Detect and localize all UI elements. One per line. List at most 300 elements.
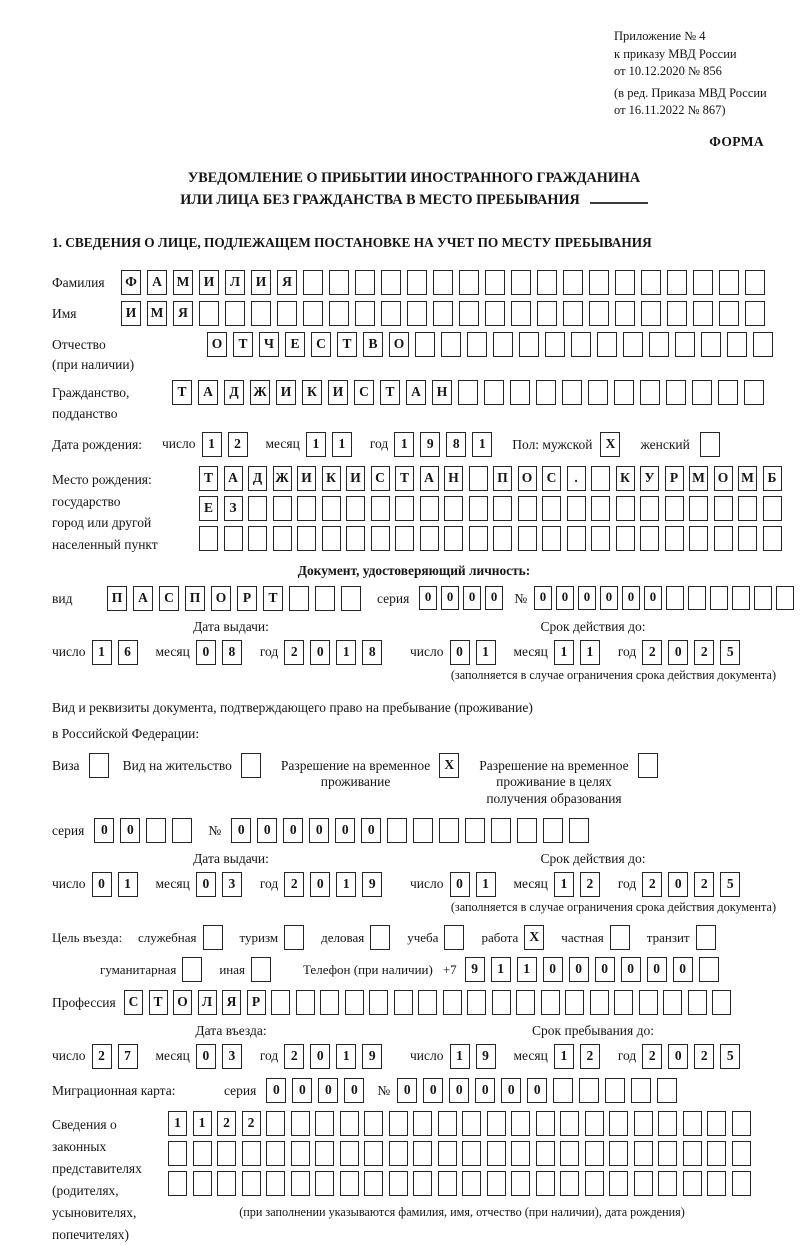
char-cell[interactable]: И xyxy=(276,380,296,405)
char-cell[interactable] xyxy=(389,1171,408,1196)
char-cell[interactable] xyxy=(634,1141,653,1166)
char-cell[interactable]: 0 xyxy=(283,818,303,843)
char-cell[interactable] xyxy=(217,1141,236,1166)
sex-female-checkbox[interactable] xyxy=(700,432,720,457)
char-cell[interactable] xyxy=(688,990,707,1015)
char-cell[interactable] xyxy=(518,526,537,551)
char-cell[interactable]: 0 xyxy=(196,640,216,665)
char-cell[interactable] xyxy=(591,466,610,491)
char-cell[interactable] xyxy=(640,496,659,521)
char-cell[interactable] xyxy=(364,1111,383,1136)
char-cell[interactable]: 2 xyxy=(694,1044,714,1069)
char-cell[interactable] xyxy=(563,301,583,326)
char-cell[interactable] xyxy=(381,270,401,295)
char-cell[interactable] xyxy=(251,301,271,326)
char-cell[interactable]: 0 xyxy=(310,1044,330,1069)
char-cell[interactable] xyxy=(487,1171,506,1196)
char-cell[interactable] xyxy=(487,1141,506,1166)
char-cell[interactable] xyxy=(413,1111,432,1136)
char-cell[interactable] xyxy=(329,270,349,295)
char-cell[interactable] xyxy=(754,586,772,610)
migration-number-cells[interactable] xyxy=(397,1078,683,1103)
char-cell[interactable]: 0 xyxy=(621,957,641,982)
char-cell[interactable] xyxy=(776,586,794,610)
char-cell[interactable] xyxy=(665,526,684,551)
char-cell[interactable] xyxy=(444,526,463,551)
char-cell[interactable]: К xyxy=(322,466,341,491)
char-cell[interactable] xyxy=(315,586,335,611)
char-cell[interactable] xyxy=(273,496,292,521)
char-cell[interactable]: А xyxy=(224,466,243,491)
char-cell[interactable]: Л xyxy=(225,270,245,295)
char-cell[interactable]: 0 xyxy=(196,872,216,897)
char-cell[interactable]: Л xyxy=(198,990,217,1015)
char-cell[interactable] xyxy=(420,496,439,521)
char-cell[interactable]: 1 xyxy=(202,432,222,457)
char-cell[interactable] xyxy=(364,1141,383,1166)
char-cell[interactable] xyxy=(485,301,505,326)
char-cell[interactable]: Ж xyxy=(273,466,292,491)
char-cell[interactable] xyxy=(320,990,339,1015)
char-cell[interactable] xyxy=(199,301,219,326)
char-cell[interactable] xyxy=(493,526,512,551)
char-cell[interactable] xyxy=(413,1171,432,1196)
char-cell[interactable]: Р xyxy=(665,466,684,491)
char-cell[interactable] xyxy=(589,301,609,326)
char-cell[interactable] xyxy=(640,380,660,405)
char-cell[interactable]: П xyxy=(493,466,512,491)
citizenship-cells[interactable] xyxy=(172,380,770,405)
char-cell[interactable]: Я xyxy=(277,270,297,295)
char-cell[interactable] xyxy=(536,1141,555,1166)
char-cell[interactable] xyxy=(346,496,365,521)
residence-permit-checkbox[interactable] xyxy=(241,753,261,778)
char-cell[interactable]: 5 xyxy=(720,872,740,897)
char-cell[interactable] xyxy=(296,990,315,1015)
char-cell[interactable] xyxy=(667,270,687,295)
char-cell[interactable] xyxy=(441,332,461,357)
char-cell[interactable]: В xyxy=(363,332,383,357)
char-cell[interactable] xyxy=(663,990,682,1015)
char-cell[interactable] xyxy=(745,270,765,295)
representatives-cells-row1[interactable] xyxy=(168,1111,756,1136)
char-cell[interactable] xyxy=(493,496,512,521)
char-cell[interactable] xyxy=(683,1111,702,1136)
char-cell[interactable]: 0 xyxy=(344,1078,364,1103)
char-cell[interactable] xyxy=(289,586,309,611)
char-cell[interactable] xyxy=(753,332,773,357)
char-cell[interactable]: М xyxy=(689,466,708,491)
char-cell[interactable]: О xyxy=(173,990,192,1015)
stay-number-cells[interactable] xyxy=(231,818,595,843)
char-cell[interactable] xyxy=(303,301,323,326)
purpose-option-checkbox[interactable] xyxy=(203,925,223,950)
char-cell[interactable] xyxy=(536,1171,555,1196)
char-cell[interactable] xyxy=(462,1111,481,1136)
char-cell[interactable]: 2 xyxy=(580,872,600,897)
char-cell[interactable] xyxy=(381,301,401,326)
char-cell[interactable]: 1 xyxy=(554,872,574,897)
char-cell[interactable] xyxy=(433,270,453,295)
char-cell[interactable] xyxy=(394,990,413,1015)
char-cell[interactable]: Т xyxy=(263,586,283,611)
char-cell[interactable] xyxy=(597,332,617,357)
char-cell[interactable]: Т xyxy=(172,380,192,405)
char-cell[interactable]: 1 xyxy=(472,432,492,457)
char-cell[interactable] xyxy=(640,526,659,551)
char-cell[interactable]: 0 xyxy=(361,818,381,843)
char-cell[interactable] xyxy=(168,1141,187,1166)
char-cell[interactable] xyxy=(605,1078,625,1103)
char-cell[interactable]: 0 xyxy=(463,586,481,610)
char-cell[interactable] xyxy=(266,1171,285,1196)
char-cell[interactable] xyxy=(433,301,453,326)
char-cell[interactable]: 5 xyxy=(720,640,740,665)
char-cell[interactable]: 2 xyxy=(642,1044,662,1069)
char-cell[interactable] xyxy=(340,1141,359,1166)
char-cell[interactable]: 0 xyxy=(600,586,618,610)
char-cell[interactable] xyxy=(224,526,243,551)
char-cell[interactable]: А xyxy=(198,380,218,405)
char-cell[interactable]: Т xyxy=(149,990,168,1015)
char-cell[interactable] xyxy=(458,380,478,405)
char-cell[interactable]: 0 xyxy=(449,1078,469,1103)
char-cell[interactable] xyxy=(712,990,731,1015)
char-cell[interactable]: 1 xyxy=(336,640,356,665)
char-cell[interactable] xyxy=(609,1171,628,1196)
char-cell[interactable] xyxy=(407,270,427,295)
char-cell[interactable] xyxy=(303,270,323,295)
char-cell[interactable] xyxy=(291,1171,310,1196)
char-cell[interactable] xyxy=(588,380,608,405)
char-cell[interactable] xyxy=(563,270,583,295)
char-cell[interactable]: О xyxy=(211,586,231,611)
char-cell[interactable]: 0 xyxy=(196,1044,216,1069)
char-cell[interactable]: 2 xyxy=(642,872,662,897)
char-cell[interactable] xyxy=(545,332,565,357)
temp-residence-edu-checkbox[interactable] xyxy=(638,753,658,778)
char-cell[interactable] xyxy=(491,818,511,843)
char-cell[interactable] xyxy=(146,818,166,843)
char-cell[interactable] xyxy=(487,1111,506,1136)
char-cell[interactable] xyxy=(407,301,427,326)
char-cell[interactable]: Т xyxy=(380,380,400,405)
char-cell[interactable]: Б xyxy=(763,466,782,491)
char-cell[interactable] xyxy=(469,496,488,521)
char-cell[interactable]: 1 xyxy=(168,1111,187,1136)
char-cell[interactable] xyxy=(542,496,561,521)
char-cell[interactable] xyxy=(634,1171,653,1196)
char-cell[interactable] xyxy=(666,380,686,405)
char-cell[interactable]: З xyxy=(224,496,243,521)
char-cell[interactable] xyxy=(591,496,610,521)
temp-residence-checkbox[interactable]: X xyxy=(439,753,459,778)
char-cell[interactable] xyxy=(689,526,708,551)
char-cell[interactable] xyxy=(590,990,609,1015)
char-cell[interactable] xyxy=(511,270,531,295)
char-cell[interactable] xyxy=(579,1078,599,1103)
purpose-option-checkbox[interactable] xyxy=(444,925,464,950)
char-cell[interactable]: 0 xyxy=(485,586,503,610)
char-cell[interactable]: 0 xyxy=(527,1078,547,1103)
char-cell[interactable] xyxy=(519,332,539,357)
char-cell[interactable] xyxy=(413,818,433,843)
char-cell[interactable] xyxy=(689,496,708,521)
char-cell[interactable] xyxy=(484,380,504,405)
char-cell[interactable] xyxy=(744,380,764,405)
char-cell[interactable] xyxy=(727,332,747,357)
char-cell[interactable] xyxy=(732,1171,751,1196)
char-cell[interactable] xyxy=(614,990,633,1015)
char-cell[interactable]: 7 xyxy=(118,1044,138,1069)
char-cell[interactable] xyxy=(658,1111,677,1136)
char-cell[interactable] xyxy=(565,990,584,1015)
given-name-cells[interactable] xyxy=(121,301,771,326)
char-cell[interactable] xyxy=(585,1111,604,1136)
char-cell[interactable] xyxy=(217,1171,236,1196)
char-cell[interactable] xyxy=(763,496,782,521)
char-cell[interactable] xyxy=(609,1141,628,1166)
char-cell[interactable] xyxy=(469,526,488,551)
char-cell[interactable] xyxy=(732,586,750,610)
char-cell[interactable]: 0 xyxy=(419,586,437,610)
char-cell[interactable] xyxy=(459,270,479,295)
char-cell[interactable] xyxy=(683,1141,702,1166)
char-cell[interactable] xyxy=(693,301,713,326)
char-cell[interactable] xyxy=(692,380,712,405)
purpose-option-checkbox[interactable]: X xyxy=(524,925,544,950)
char-cell[interactable] xyxy=(542,526,561,551)
char-cell[interactable] xyxy=(242,1171,261,1196)
char-cell[interactable]: И xyxy=(199,270,219,295)
char-cell[interactable] xyxy=(459,301,479,326)
char-cell[interactable] xyxy=(616,496,635,521)
char-cell[interactable]: С xyxy=(542,466,561,491)
char-cell[interactable] xyxy=(248,496,267,521)
doc-series-cells[interactable] xyxy=(419,586,507,610)
char-cell[interactable]: К xyxy=(302,380,322,405)
char-cell[interactable] xyxy=(462,1171,481,1196)
char-cell[interactable]: У xyxy=(640,466,659,491)
char-cell[interactable] xyxy=(569,818,589,843)
char-cell[interactable] xyxy=(567,526,586,551)
char-cell[interactable]: Н xyxy=(432,380,452,405)
char-cell[interactable]: Ф xyxy=(121,270,141,295)
char-cell[interactable]: 0 xyxy=(475,1078,495,1103)
char-cell[interactable]: 2 xyxy=(92,1044,112,1069)
char-cell[interactable] xyxy=(266,1141,285,1166)
char-cell[interactable] xyxy=(297,526,316,551)
char-cell[interactable]: 8 xyxy=(446,432,466,457)
char-cell[interactable] xyxy=(225,301,245,326)
char-cell[interactable] xyxy=(172,818,192,843)
char-cell[interactable] xyxy=(745,301,765,326)
char-cell[interactable]: 2 xyxy=(694,640,714,665)
char-cell[interactable] xyxy=(322,526,341,551)
char-cell[interactable] xyxy=(649,332,669,357)
char-cell[interactable]: 9 xyxy=(362,872,382,897)
char-cell[interactable] xyxy=(585,1141,604,1166)
char-cell[interactable]: К xyxy=(616,466,635,491)
char-cell[interactable] xyxy=(395,526,414,551)
char-cell[interactable]: 3 xyxy=(222,872,242,897)
char-cell[interactable] xyxy=(616,526,635,551)
char-cell[interactable] xyxy=(536,380,556,405)
char-cell[interactable]: 1 xyxy=(306,432,326,457)
char-cell[interactable]: А xyxy=(147,270,167,295)
char-cell[interactable] xyxy=(537,301,557,326)
char-cell[interactable] xyxy=(168,1171,187,1196)
char-cell[interactable] xyxy=(589,270,609,295)
char-cell[interactable] xyxy=(395,496,414,521)
purpose-option-checkbox[interactable] xyxy=(251,957,271,982)
char-cell[interactable]: 2 xyxy=(217,1111,236,1136)
char-cell[interactable]: О xyxy=(518,466,537,491)
char-cell[interactable]: 2 xyxy=(284,872,304,897)
char-cell[interactable] xyxy=(560,1141,579,1166)
char-cell[interactable] xyxy=(340,1111,359,1136)
visa-checkbox[interactable] xyxy=(89,753,109,778)
char-cell[interactable]: 1 xyxy=(554,1044,574,1069)
char-cell[interactable] xyxy=(340,1171,359,1196)
char-cell[interactable]: 8 xyxy=(362,640,382,665)
char-cell[interactable]: 0 xyxy=(441,586,459,610)
char-cell[interactable]: Р xyxy=(237,586,257,611)
char-cell[interactable] xyxy=(567,496,586,521)
char-cell[interactable] xyxy=(719,270,739,295)
char-cell[interactable] xyxy=(444,496,463,521)
char-cell[interactable] xyxy=(193,1171,212,1196)
char-cell[interactable]: Н xyxy=(444,466,463,491)
patronymic-cells[interactable] xyxy=(207,332,779,357)
char-cell[interactable]: Д xyxy=(224,380,244,405)
char-cell[interactable]: 0 xyxy=(622,586,640,610)
char-cell[interactable] xyxy=(699,957,719,982)
char-cell[interactable]: П xyxy=(107,586,127,611)
purpose-option-checkbox[interactable] xyxy=(696,925,716,950)
char-cell[interactable]: С xyxy=(371,466,390,491)
char-cell[interactable] xyxy=(438,1171,457,1196)
char-cell[interactable] xyxy=(438,1111,457,1136)
char-cell[interactable]: 0 xyxy=(578,586,596,610)
char-cell[interactable]: И xyxy=(328,380,348,405)
char-cell[interactable] xyxy=(718,380,738,405)
char-cell[interactable]: 2 xyxy=(284,1044,304,1069)
char-cell[interactable]: 1 xyxy=(491,957,511,982)
char-cell[interactable] xyxy=(585,1171,604,1196)
char-cell[interactable]: М xyxy=(147,301,167,326)
char-cell[interactable] xyxy=(387,818,407,843)
char-cell[interactable]: С xyxy=(124,990,143,1015)
char-cell[interactable] xyxy=(714,526,733,551)
char-cell[interactable]: 0 xyxy=(668,872,688,897)
char-cell[interactable]: А xyxy=(420,466,439,491)
purpose-option-checkbox[interactable] xyxy=(182,957,202,982)
char-cell[interactable]: Т xyxy=(199,466,218,491)
char-cell[interactable] xyxy=(248,526,267,551)
char-cell[interactable] xyxy=(438,1141,457,1166)
char-cell[interactable] xyxy=(683,1171,702,1196)
char-cell[interactable] xyxy=(543,818,563,843)
char-cell[interactable]: 1 xyxy=(450,1044,470,1069)
char-cell[interactable]: 1 xyxy=(332,432,352,457)
char-cell[interactable]: 0 xyxy=(292,1078,312,1103)
char-cell[interactable] xyxy=(634,1111,653,1136)
char-cell[interactable]: 1 xyxy=(476,872,496,897)
char-cell[interactable]: И xyxy=(121,301,141,326)
char-cell[interactable]: 8 xyxy=(222,640,242,665)
char-cell[interactable] xyxy=(315,1141,334,1166)
char-cell[interactable]: 2 xyxy=(580,1044,600,1069)
char-cell[interactable]: 9 xyxy=(420,432,440,457)
char-cell[interactable]: 0 xyxy=(318,1078,338,1103)
char-cell[interactable] xyxy=(732,1141,751,1166)
char-cell[interactable] xyxy=(562,380,582,405)
char-cell[interactable] xyxy=(322,496,341,521)
char-cell[interactable]: С xyxy=(159,586,179,611)
char-cell[interactable] xyxy=(462,1141,481,1166)
char-cell[interactable]: Р xyxy=(247,990,266,1015)
char-cell[interactable] xyxy=(511,1141,530,1166)
char-cell[interactable] xyxy=(639,990,658,1015)
char-cell[interactable] xyxy=(517,818,537,843)
char-cell[interactable] xyxy=(719,301,739,326)
char-cell[interactable]: А xyxy=(133,586,153,611)
char-cell[interactable]: С xyxy=(311,332,331,357)
char-cell[interactable]: 0 xyxy=(595,957,615,982)
doc-kind-cells[interactable] xyxy=(107,586,367,611)
birth-place-cells-row1[interactable] xyxy=(199,466,787,491)
char-cell[interactable]: 2 xyxy=(228,432,248,457)
char-cell[interactable]: 0 xyxy=(501,1078,521,1103)
char-cell[interactable]: М xyxy=(173,270,193,295)
char-cell[interactable] xyxy=(297,496,316,521)
stay-series-cells[interactable] xyxy=(94,818,198,843)
char-cell[interactable] xyxy=(371,496,390,521)
char-cell[interactable] xyxy=(541,990,560,1015)
char-cell[interactable] xyxy=(738,526,757,551)
char-cell[interactable] xyxy=(355,270,375,295)
char-cell[interactable] xyxy=(439,818,459,843)
char-cell[interactable] xyxy=(413,1141,432,1166)
char-cell[interactable]: М xyxy=(738,466,757,491)
char-cell[interactable]: 9 xyxy=(476,1044,496,1069)
char-cell[interactable] xyxy=(707,1171,726,1196)
char-cell[interactable]: 1 xyxy=(92,640,112,665)
char-cell[interactable] xyxy=(291,1111,310,1136)
char-cell[interactable] xyxy=(418,990,437,1015)
purpose-option-checkbox[interactable] xyxy=(370,925,390,950)
char-cell[interactable] xyxy=(516,990,535,1015)
char-cell[interactable]: 2 xyxy=(642,640,662,665)
char-cell[interactable] xyxy=(518,496,537,521)
char-cell[interactable]: 2 xyxy=(284,640,304,665)
char-cell[interactable]: И xyxy=(251,270,271,295)
char-cell[interactable] xyxy=(614,380,634,405)
char-cell[interactable]: Я xyxy=(222,990,241,1015)
char-cell[interactable] xyxy=(485,270,505,295)
char-cell[interactable]: 3 xyxy=(222,1044,242,1069)
char-cell[interactable]: 0 xyxy=(668,640,688,665)
char-cell[interactable]: И xyxy=(297,466,316,491)
char-cell[interactable]: 0 xyxy=(257,818,277,843)
char-cell[interactable] xyxy=(560,1171,579,1196)
char-cell[interactable] xyxy=(560,1111,579,1136)
char-cell[interactable] xyxy=(615,270,635,295)
migration-series-cells[interactable] xyxy=(266,1078,370,1103)
char-cell[interactable] xyxy=(277,301,297,326)
char-cell[interactable]: 0 xyxy=(647,957,667,982)
